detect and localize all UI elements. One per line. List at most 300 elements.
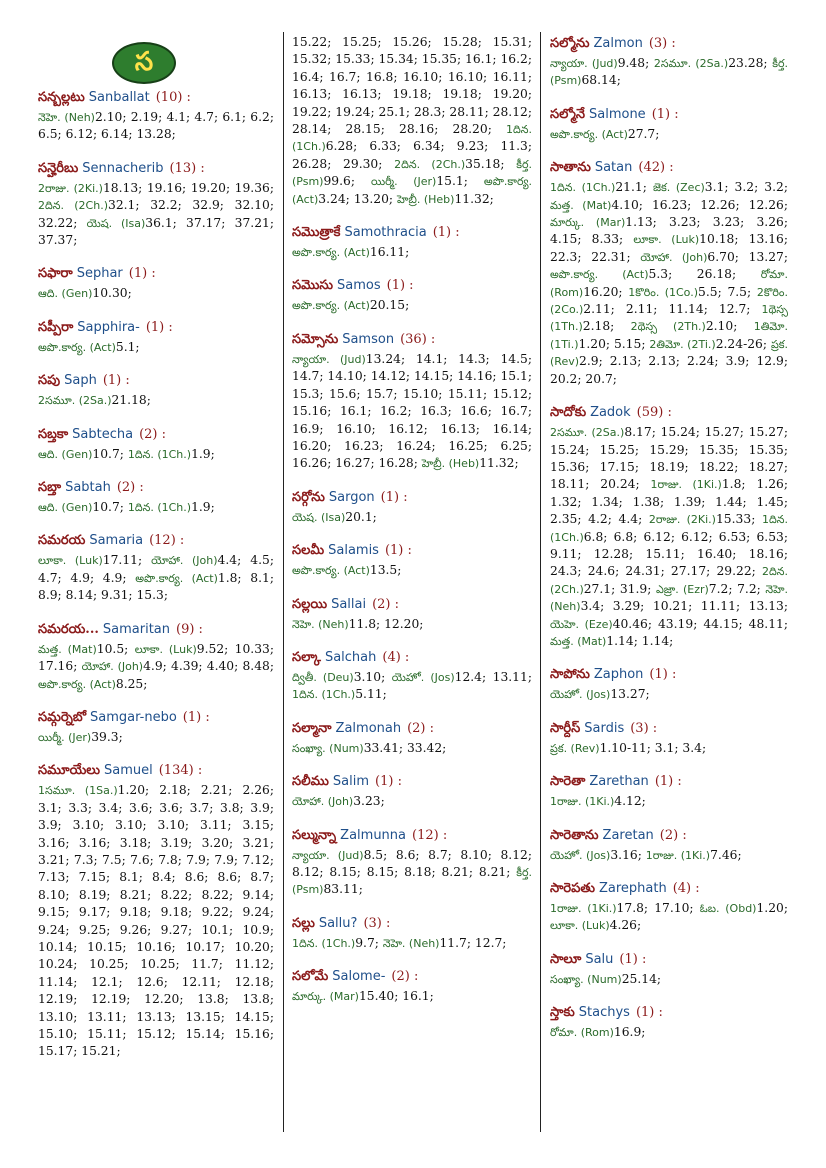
verse-references: 2.18; [582,319,615,334]
english-name: Satan [594,160,633,176]
book-abbreviation: యెహో. (Jos) [550,848,611,862]
telugu-name: సల్కా [292,649,321,665]
reference-list [550,686,788,703]
book-abbreviation: యోహా. (Joh) [151,554,218,568]
english-name: Salim [332,774,370,790]
verse-references: 10.7; [92,500,124,515]
index-entry [292,595,532,633]
book-abbreviation: యోహా. (Joh) [640,250,708,264]
index-entry [550,403,788,650]
entry-heading [38,531,274,551]
english-name: Zadok [590,405,631,421]
index-entry [550,1003,788,1041]
verse-references: 16.9; [613,1025,646,1040]
book-abbreviation: రోమా. (Rom) [550,268,788,299]
book-abbreviation: 1రాజు. (1Ki.) [550,795,615,809]
reference-list [292,244,532,261]
index-entry [292,488,532,526]
reference-list [550,126,788,143]
occurrence-count: (12) : [149,533,185,549]
book-abbreviation: 1దిన. (1Ch.) [550,181,616,195]
occurrence-count: (2) : [139,426,167,442]
column-divider-right [540,32,541,1132]
english-name: Zalmunna [340,827,407,843]
book-abbreviation: 2సమూ. (2Sa.) [653,57,729,70]
occurrence-count: (59) : [636,405,672,421]
index-entry [38,531,274,604]
book-abbreviation: నెహె. (Neh) [382,936,440,950]
book-abbreviation: 1దిన. (1Ch.) [127,447,192,461]
verse-references: 33.41; 33.42; [363,740,447,755]
entry-heading [550,719,788,739]
entry-heading [38,371,274,391]
english-name: Salamis [328,543,379,559]
english-name: Zalmonah [335,720,402,736]
index-entry [38,761,274,1061]
verse-references: 13.24; 14.1; 14.3; 14.5; 14.7; 14.10; 14.12; 14.15; 14.16; 15.1; 15.3; 15.6; 15.7; 15.10; 15.11; 15.12; 15.16; 16.1; 16.2; 16.3; 16.6; 16.7; 16.9; 16.10; 16.12; 16.13; 16.14; 16.20; 16.23; 16.24; 16.25; 6.25; 16.26; 16.27; 16.28; [292,351,532,471]
occurrence-count: (1) : [375,774,402,790]
entry-heading [292,826,532,846]
reference-list [550,900,788,935]
english-name: Samothracia [344,225,427,241]
index-entry [292,914,532,952]
occurrence-count: (1) : [102,373,130,389]
verse-references: 15.1; [436,174,468,189]
book-abbreviation: 2తిమో. (2Ti.) [649,337,716,351]
telugu-name: సల్మోను [550,36,590,51]
telugu-name: సమ్సోను [292,331,339,347]
reference-list [550,740,788,757]
verse-references: 11.8; 12.20; [348,616,424,631]
verse-references: 3.24; 13.20; [318,191,394,206]
verse-references: 1.9; [191,446,215,461]
occurrence-count: (1) : [182,709,210,725]
telugu-name: సల్లు [292,915,315,931]
book-abbreviation: అపొ.కార్య. (Act) [135,571,218,585]
english-name: Sapphira- [77,319,140,335]
book-abbreviation: ప్రక. (Rev) [550,337,788,369]
entry-heading [292,595,532,615]
verse-references: 20.15; [369,298,410,313]
entry-heading [550,34,788,54]
verse-references: 1.8; 8.1; 8.9; 8.14; 9.31; 15.3; [38,570,274,603]
index-entry [292,223,532,261]
verse-references: 6.70; 13.27; [707,249,788,264]
index-entry [550,34,788,90]
verse-references: 5.11; [355,687,387,702]
reference-list [292,297,532,314]
reference-list [292,34,532,208]
telugu-name: సలమీ [292,543,325,559]
index-entry [550,826,788,864]
telugu-name: సర్గోను [292,489,325,505]
telugu-name: సబ్తకా [38,426,69,442]
reference-list [550,971,788,988]
book-abbreviation: కీర్త. (Psm) [292,865,532,897]
verse-references: 6.28; 6.33; 6.34; 9.23; 11.3; 26.28; 29.30; [292,139,532,171]
index-entry [292,772,532,810]
index-entry [550,105,788,143]
telugu-name: సారెపతు [550,881,595,896]
book-abbreviation: లూకా. (Luk) [633,233,700,247]
index-entry [550,719,788,757]
verse-references: 11.32; [454,191,494,206]
english-name: Zarephath [598,881,667,896]
english-name: Sanballat [88,90,150,105]
telugu-name: సన్బల్లటు [38,90,85,105]
book-abbreviation: 1దిన. (1Ch.) [292,123,532,154]
book-abbreviation: 1సమూ. (1Sa.) [38,784,118,798]
verse-references: 5.5; 7.5; [698,284,752,299]
verse-references: 10.18; 13.16; 22.3; 22.31; [550,232,788,264]
occurrence-count: (4) : [382,649,410,665]
book-abbreviation: యెష. (Isa) [86,216,146,230]
column-divider-left [283,32,284,1132]
index-entry [292,719,532,757]
entry-heading [38,761,274,781]
occurrence-count: (1) : [651,106,679,122]
reference-list [292,351,532,473]
reference-list [292,669,532,704]
entry-heading [292,719,532,739]
reference-list [292,988,532,1005]
book-abbreviation: హెబ్రీ. (Heb) [421,457,480,471]
verse-references: 15.22; 15.25; 15.26; 15.28; 15.31; 15.32; 15.33; 15.34; 15.35; 16.1; 16.2; 16.4; 16.7; 16.8; 16.10; 16.10; 16.11; 16.13; 16.13; 19.18; 19.18; 19.20; 19.22; 19.24; 25.1; 28.3; 28.11; 28.12; 28.14; 28.15; 28.16; 28.20; [292,35,532,137]
entry-heading [292,276,532,296]
verse-references: 4.4; 4.5; 4.7; 4.9; 4.9; [38,553,274,585]
verse-references: 4.10; 16.23; 12.26; 12.26; [611,197,788,212]
verse-references: 9.7; [355,935,379,950]
verse-references: 8.25; [115,676,148,691]
index-entry [292,967,532,1005]
occurrence-count: (9) : [176,621,203,637]
english-name: Samuel [104,763,153,779]
telugu-name: సల్లయి [292,596,328,612]
reference-list [38,392,274,409]
book-abbreviation: మార్కు. (Mar) [292,990,359,1004]
book-abbreviation: ఆది. (Gen) [38,287,93,301]
book-abbreviation: నెహె. (Neh) [292,617,349,631]
book-abbreviation: 2రాజు. (2Ki.) [648,513,716,527]
english-name: Zaretan [602,827,654,843]
book-abbreviation: సంఖ్యా. (Num) [292,741,364,755]
book-abbreviation: మార్కు. (Mar) [550,216,626,230]
telugu-name: సల్మోనే [550,106,585,122]
reference-list [38,729,274,746]
book-abbreviation: న్యాయా. (Jud) [292,352,366,366]
english-name: Samaria [89,533,144,549]
verse-references: 5.1; [115,339,140,354]
verse-references: 39.3; [91,729,123,744]
english-name: Samgar-nebo [90,709,177,725]
index-entry [550,879,788,935]
book-abbreviation: అపొ.కార్య. (Act) [550,127,628,141]
telugu-name: సమరయ... [38,621,99,637]
verse-references: 68.14; [581,73,621,88]
occurrence-count: (3) : [363,915,391,931]
verse-references: 27.7; [627,126,660,141]
index-entry [292,648,532,704]
verse-references: 1.9; [191,500,215,515]
telugu-name: సారెతాను [550,827,599,843]
book-abbreviation: 1దిన. (1Ch.) [292,936,356,950]
occurrence-count: (1) : [128,266,156,282]
verse-references: 3.10; [353,669,386,684]
entry-heading [292,330,532,350]
occurrence-count: (2) : [407,720,435,736]
book-abbreviation: 1రాజు. (1Ki.) [650,478,722,492]
verse-references: 10.7; [92,446,124,461]
verse-references: 32.1; 32.2; 32.9; 32.10; 32.22; [38,198,274,230]
book-abbreviation: 1తిమో. (1Ti.) [550,320,788,351]
reference-list [38,641,274,693]
verse-references: 6.8; 6.8; 6.12; 6.12; 6.53; 6.53; 9.11; 12.28; 15.11; 16.40; 18.16; 24.3; 24.6; 24.31; 27.17; 29.22; [550,529,788,579]
english-name: Samos [337,278,381,294]
verse-references: 16.11; [369,245,410,260]
occurrence-count: (1) : [654,774,682,790]
book-abbreviation: కీర్త. (Psm) [550,57,788,88]
telugu-name: సబ్తా [38,480,62,496]
book-abbreviation: 1థెస్స (1Th.) [550,303,788,334]
entry-heading [292,648,532,668]
book-abbreviation: ప్రక. (Rev) [550,741,600,755]
verse-references: 1.10-11; 3.1; 3.4; [599,740,707,755]
book-abbreviation: 2రాజు. (2Ki.) [38,181,103,195]
occurrence-count: (1) : [380,489,408,505]
occurrence-count: (36) : [400,331,436,347]
occurrence-count: (1) : [145,319,173,335]
book-abbreviation: యెహో. (Jos) [550,688,611,702]
telugu-name: సాతాను [550,160,591,176]
telugu-name: సన్హెరీబు [38,160,79,176]
book-abbreviation: మత్త. (Mat) [38,642,97,656]
entry-heading [38,318,274,338]
verse-references: 23.28; [728,56,768,70]
english-name: Sabtah [65,480,111,496]
telugu-name: సఫారా [38,266,73,282]
book-abbreviation: 2దిన. (2Ch.) [394,157,466,171]
reference-list [550,55,788,90]
book-abbreviation: ద్వితీ. (Deu) [292,670,354,684]
index-entry [292,330,532,473]
entry-heading [38,264,274,284]
telugu-name: సమొత్రాకే [292,225,341,241]
book-abbreviation: 2దిన. (2Ch.) [550,565,788,596]
reference-list [38,446,274,463]
occurrence-count: (1) : [386,278,414,294]
telugu-name: సాదోకు [550,405,587,421]
english-name: Sallu? [318,915,358,931]
book-abbreviation: అపొ.కార్య. (Act) [292,564,370,578]
verse-references: 2.9; 2.13; 2.13; 2.24; 3.9; 12.9; 20.2; 20.7; [550,354,788,386]
telugu-name: సమరయ [38,533,86,549]
verse-references: 17.11; [102,553,143,568]
reference-list [550,179,788,388]
occurrence-count: (4) : [672,881,700,896]
reference-list [292,509,532,526]
book-abbreviation: న్యాయా. (Jud) [550,57,618,70]
book-abbreviation: నెహె. (Neh) [550,582,788,614]
verse-references: 83.11; [323,882,363,897]
index-entry [38,159,274,250]
book-abbreviation: 1రాజు. (1Ki.) [550,902,617,915]
reference-list [38,285,274,302]
entry-heading [550,772,788,792]
entry-heading [38,159,274,179]
english-name: Zarethan [589,774,649,790]
verse-references: 9.48; [617,56,650,70]
verse-references: 5.3; 26.18; [648,267,737,282]
book-abbreviation: 1దిన. (1Ch.) [127,501,192,515]
entry-heading [38,478,274,498]
verse-references: 99.6; [323,174,356,189]
index-entry [292,826,532,899]
index-entry [38,318,274,356]
book-abbreviation: సంఖ్యా. (Num) [550,972,622,986]
verse-references: 4.9; 4.39; 4.40; 8.48; [143,659,274,674]
occurrence-count: (1) : [432,225,460,241]
english-name: Zaphon [593,667,644,683]
verse-references: 4.12; [614,794,646,809]
english-name: Salome- [332,969,386,985]
index-entry [38,708,274,746]
verse-references: 2.10; 2.19; 4.1; 4.7; 6.1; 6.2; 6.5; 6.12; 6.14; 13.28; [38,110,274,142]
telugu-name: సల్మానా [292,720,332,736]
book-abbreviation: ఓబ. (Obd) [699,902,757,915]
occurrence-count: (1) : [619,951,647,967]
telugu-name: సలోమే [292,969,329,985]
english-name: Sennacherib [82,160,164,176]
book-abbreviation: యెహె. (Eze) [550,617,613,631]
index-entry [292,34,532,208]
index-entry [550,772,788,810]
entry-heading [292,488,532,508]
verse-references: 8.17; 15.24; 15.27; 15.27; 15.24; 15.25; 15.29; 15.35; 15.35; 15.36; 17.15; 18.19; 18.22; 18.27; 18.11; 20.24; [550,425,788,492]
index-entry [550,950,788,988]
occurrence-count: (42) : [638,160,674,176]
verse-references: 18.13; 19.16; 19.20; 19.36; [102,180,274,195]
book-abbreviation: 2సమూ. (2Sa.) [38,394,112,408]
book-abbreviation: లూకా. (Luk) [550,919,610,933]
occurrence-count: (134) : [158,763,203,779]
entry-heading [38,620,274,640]
telugu-name: సప్పీరా [38,319,74,335]
book-abbreviation: ఆది. (Gen) [38,447,93,461]
index-column-1 [38,88,274,1076]
telugu-name: సాపోను [550,667,590,683]
entry-heading [550,1003,788,1023]
english-name: Sargon [328,489,375,505]
reference-list [292,793,532,810]
reference-list [38,782,274,1061]
english-name: Zalmon [593,36,643,51]
book-abbreviation: ఎజ్రా. (Ezr) [655,582,709,596]
telugu-name: సల్మున్నా [292,827,337,843]
entry-heading [550,950,788,970]
book-abbreviation: 2కొరిం. (2Co.) [550,285,788,317]
verse-references: 36.1; 37.17; 37.21; 37.37; [38,215,274,248]
english-name: Samson [342,331,395,347]
book-abbreviation: అపొ.కార్య. (Act) [292,299,370,313]
book-abbreviation: న్యాయా. (Jud) [292,848,364,862]
telugu-name: సపు [38,373,61,389]
book-abbreviation: యెష. (Isa) [292,510,346,524]
book-abbreviation: నెహె. (Neh) [38,111,95,124]
occurrence-count: (3) : [630,720,658,736]
index-column-2 [292,34,532,1021]
book-abbreviation: అపొ.కార్య. (Act) [38,677,116,691]
english-name: Saph [64,373,97,389]
verse-references: 3.4; 3.29; 10.21; 11.11; 13.13; [580,599,788,614]
book-abbreviation: యిర్మీ. (Jer) [371,175,437,189]
book-abbreviation: 1దిన. (1Ch.) [550,513,788,544]
book-abbreviation: లూకా. (Luk) [38,554,103,568]
verse-references: 15.40; 16.1; [358,989,434,1004]
entry-heading [38,425,274,445]
verse-references: 3.16; [610,847,642,862]
occurrence-count: (10) : [155,90,191,105]
verse-references: 3.23; [353,794,385,809]
verse-references: 2.24-26; [715,336,768,351]
index-entry [38,425,274,463]
verse-references: 25.14; [621,971,662,986]
reference-list [550,424,788,650]
entry-heading [292,914,532,934]
entry-heading [292,772,532,792]
verse-references: 11.7; 12.7; [439,935,507,950]
verse-references: 27.1; 31.9; [583,581,652,596]
telugu-name: సాలూ [550,951,582,967]
occurrence-count: (1) : [635,1005,663,1021]
occurrence-count: (1) : [384,543,412,559]
verse-references: 9.52; 10.33; 17.16; [38,641,274,674]
index-entry [38,264,274,302]
verse-references: 15.33; [715,512,756,527]
english-name: Stachys [578,1005,630,1021]
entry-heading [38,708,274,728]
book-abbreviation: కీర్త. (Psm) [292,157,532,189]
reference-list [38,180,274,250]
english-name: Sephar [76,266,123,282]
book-abbreviation: జెక. (Zec) [652,181,705,195]
reference-list [38,552,274,604]
verse-references: 13.27; [610,687,650,702]
book-abbreviation: యోహా. (Joh) [292,795,354,809]
verse-references: 20.1; [345,509,377,524]
entry-heading [38,88,274,108]
verse-references: 1.20; 5.15; [578,336,646,351]
book-abbreviation: 2సమూ. (2Sa.) [550,426,625,440]
telugu-name: సమొసు [292,278,334,294]
book-abbreviation: లూకా. (Luk) [134,642,197,656]
book-abbreviation: 1దిన. (1Ch.) [292,688,356,702]
book-abbreviation: మత్త. (Mat) [550,634,607,648]
entry-heading [550,879,788,899]
book-abbreviation: 2థెస్స (2Th.) [630,320,706,334]
reference-list [292,935,532,952]
verse-references: 13.5; [369,563,402,578]
verse-references: 4.26; [609,918,642,933]
entry-heading [292,967,532,987]
occurrence-count: (2) : [659,827,687,843]
book-abbreviation: ఆది. (Gen) [38,501,93,515]
verse-references: 17.8; 17.10; [616,901,694,915]
book-abbreviation: హెబ్రీ. (Heb) [396,192,455,206]
english-name: Salmone [589,106,646,122]
entry-heading [550,665,788,685]
entry-heading [550,403,788,423]
section-letter-badge: స [112,42,176,84]
